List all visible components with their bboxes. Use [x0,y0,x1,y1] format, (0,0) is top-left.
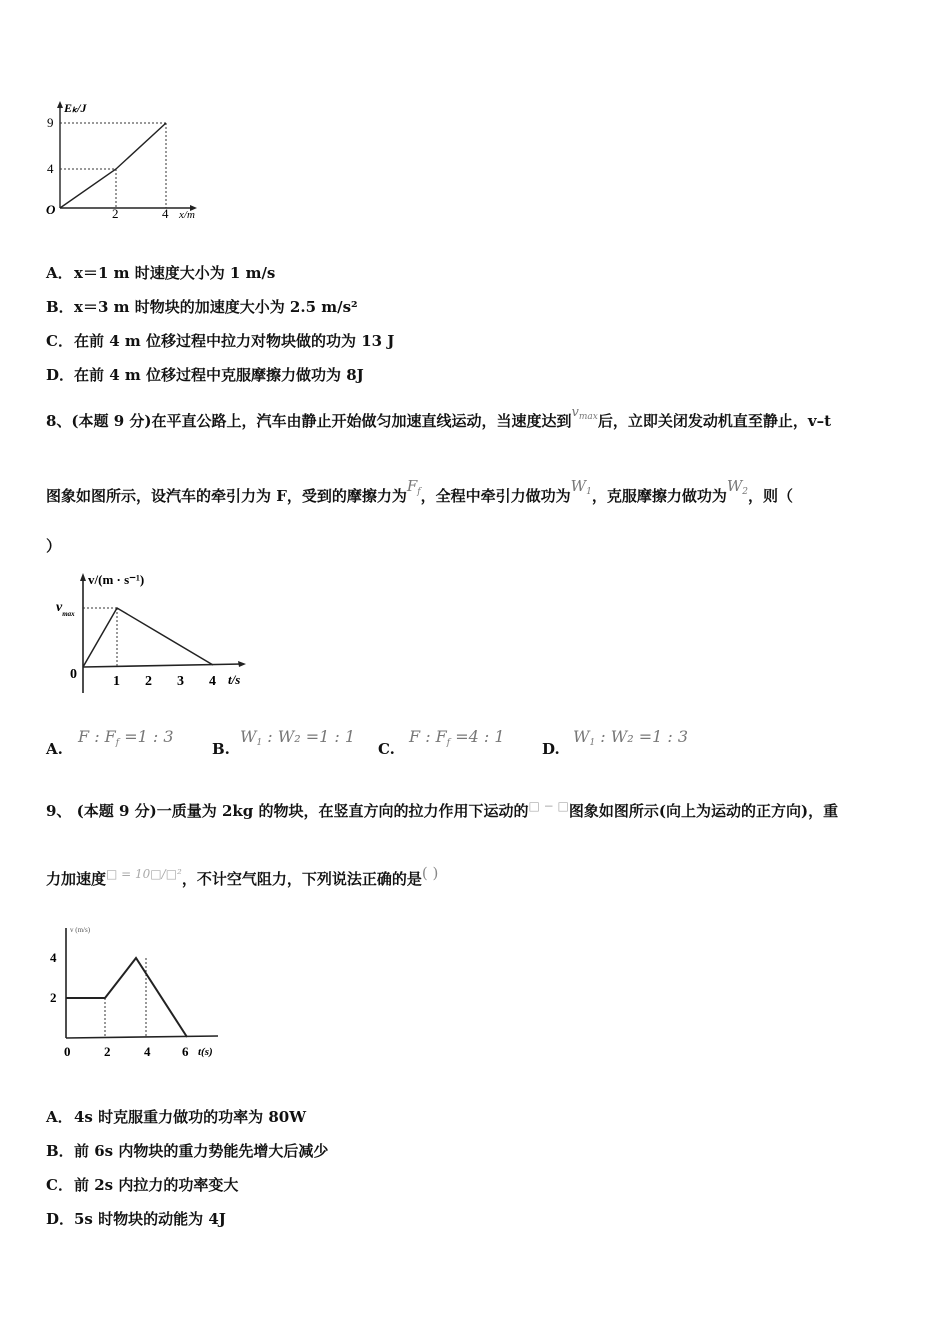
q8-ff: $F_f$ [406,477,421,497]
q7-option-c-key: C． [46,332,73,350]
q7-option-a[interactable] [46,262,275,283]
q8-line2b: ，全程中牵引力做功为 [420,487,571,505]
ek-axis-label: Eₖ/J [64,101,87,115]
y-tick-4: 4 [47,161,54,176]
q9-line1b: 图象如图所示 [568,802,659,820]
q8-stem-line2 [46,477,793,507]
q7-option-c[interactable] [46,330,394,351]
y-axis-arrow [80,573,86,581]
ek-line [60,123,166,208]
q8-option-c[interactable] [378,740,395,758]
t-axis-label: t/s [228,672,241,687]
origin-label: O [46,202,56,217]
q9-line1c: ，重 [808,802,839,820]
q9-paren: (向上为运动的正方向) [658,802,809,820]
y-tick-9: 9 [47,115,54,130]
x-tick-0: 0 [64,1044,71,1059]
q8-stem-line3: ） [46,537,62,555]
q7-option-b-key: B． [46,298,74,316]
q9-option-c[interactable] [46,1174,238,1195]
q7-option-b-text: x＝3 m 时物块的加速度大小为 2.5 m/s² [74,298,358,316]
x-tick-3: 3 [177,674,184,689]
q8-option-c-expr: F : $F_f =4$ : 1 [409,727,505,748]
q7-option-c-text: 在前 4 m 位移过程中拉力对物块做的功为 13 J [74,332,395,350]
vmax-label: $v_{max}$ [56,600,75,618]
x-tick-4: 4 [144,1044,151,1059]
q9-line2a: 力加速度 [46,870,107,888]
x-tick-2: 2 [104,1044,111,1059]
q9-option-d-key: D． [46,1210,75,1228]
q9-option-a-text: 4s 时克服重力做功的功率为 80W [74,1108,307,1126]
y-axis-arrow [57,101,63,108]
v-axis-label: v/(m · s⁻¹) [88,572,145,587]
q8-option-b-key: B. [212,740,230,758]
x-tick-4: 4 [162,206,169,221]
q8-line2c: ，克服摩擦力做功为 [591,487,727,505]
v-axis-label: v (m/s) [70,926,91,934]
ek-x-graph [44,98,214,222]
vt-graph-q8 [52,568,252,696]
y-tick-4: 4 [50,950,57,965]
q9-vt-symbol: □ − □ [528,799,569,813]
q8-option-d-key: D. [542,740,560,758]
q9-option-d-text: 5s 时物块的动能为 4J [74,1210,226,1228]
x-axis [66,1036,218,1038]
x-tick-2: 2 [112,206,119,221]
q8-vmax: $v_{max}$ [571,405,598,422]
x-axis-arrow [238,661,246,667]
q7-option-d-text: 在前 4 m 位移过程中克服摩擦力做功为 8J [74,366,364,384]
q9-option-a[interactable] [46,1106,306,1127]
q8-option-b-expr: $W_1$ : W₂ =1 : 1 [240,727,356,748]
q9-option-c-key: C． [46,1176,73,1194]
y-tick-2: 2 [50,990,57,1005]
q9-line2b: ，不计空气阻力，下列说法正确的是 [181,870,422,888]
q8-option-b[interactable] [212,740,230,758]
x-axis [83,664,242,667]
q9-line1a: 9、 (本题 9 分)一质量为 2kg 的物块，在竖直方向的拉力作用下运动的 [46,802,529,820]
q7-option-b[interactable] [46,296,358,317]
q8-option-a-expr: F : $F_f =1$ : 3 [78,727,174,748]
q9-option-c-text: 前 2s 内拉力的功率变大 [74,1176,239,1194]
x-tick-4: 4 [209,674,216,689]
vt-graph-q9 [46,922,228,1062]
q8-w1: $W_1$ [570,477,592,497]
q9-option-a-key: A． [46,1108,73,1126]
velocity-line [66,958,187,1037]
q8-option-a-key: A. [46,740,63,758]
q8-option-d[interactable] [542,740,560,758]
q8-stem-line1 [46,405,832,432]
q8-option-c-key: C. [378,740,395,758]
q9-g-expr: □ = 10□/□² [106,867,182,881]
q9-stem-line2 [46,864,439,889]
q8-line1b: 后，立即关闭发动机直至静止，v–t [597,412,832,430]
q8-line1a: 8、(本题 9 分)在平直公路上，汽车由静止开始做匀加速直线运动，当速度达到 [46,412,572,430]
q8-option-d-expr: $W_1$ : W₂ =1 : 3 [573,727,689,748]
velocity-line [83,608,213,667]
q9-option-d[interactable] [46,1208,226,1229]
q8-option-a[interactable] [46,740,63,758]
q8-line2a: 图象如图所示，设汽车的牵引力为 F，受到的摩擦力为 [46,487,407,505]
q7-option-a-key: A． [46,264,73,282]
q7-option-d-key: D． [46,366,75,384]
origin-label: 0 [70,667,77,682]
t-axis-label: t(s) [198,1046,213,1058]
q9-option-b-key: B． [46,1142,74,1160]
x-tick-2: 2 [145,674,152,689]
q8-w2: $W_2$ [726,477,748,497]
q8-line2d: ，则（ [747,487,793,505]
q9-line2c: ( ) [421,864,439,882]
q9-stem-line1 [46,800,838,821]
q9-option-b[interactable] [46,1140,328,1161]
x-tick-1: 1 [113,674,120,689]
q7-option-a-text: x＝1 m 时速度大小为 1 m/s [74,264,276,282]
x-axis-label: x/m [179,209,195,221]
q7-option-d[interactable] [46,364,364,385]
q9-option-b-text: 前 6s 内物块的重力势能先增大后减少 [74,1142,329,1160]
x-tick-6: 6 [182,1044,189,1059]
